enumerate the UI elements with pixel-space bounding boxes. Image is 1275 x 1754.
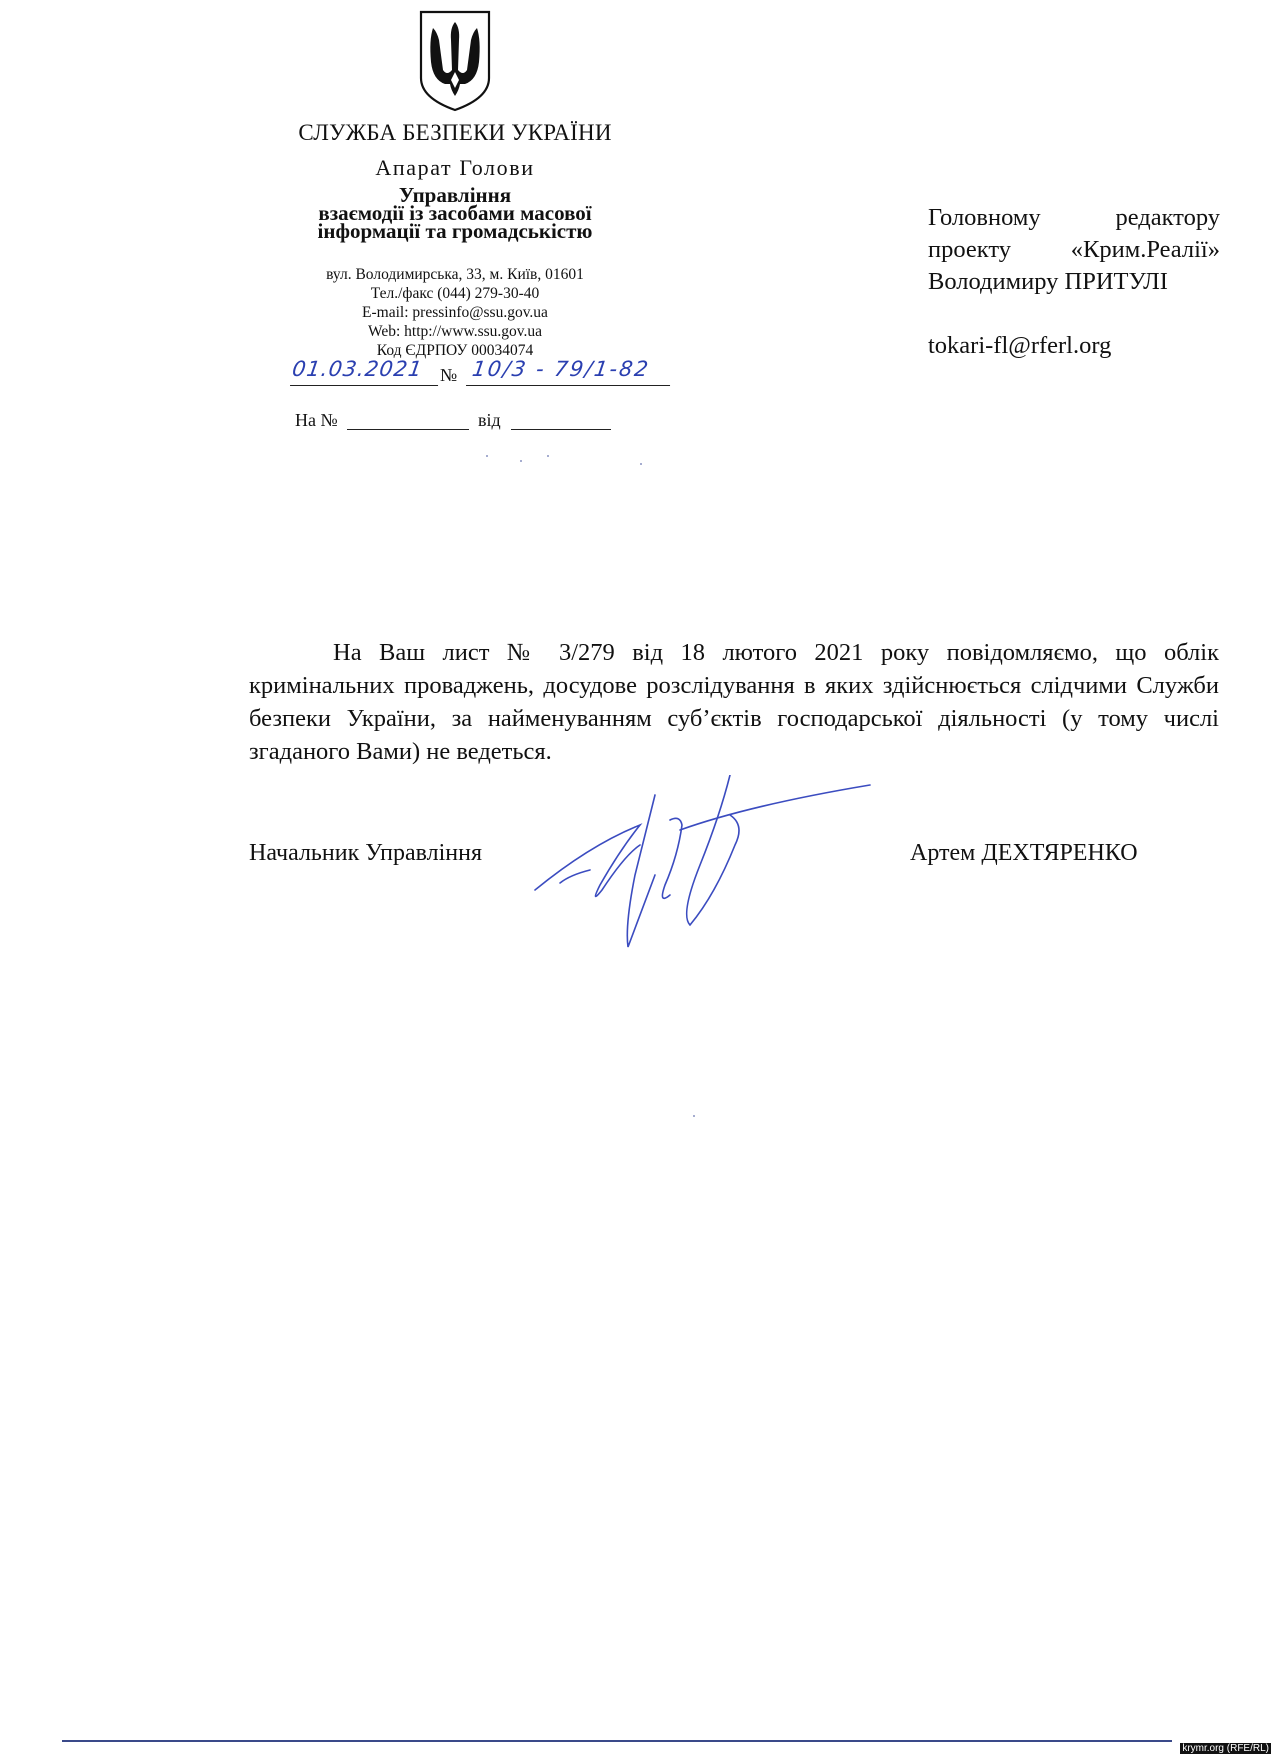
scan-speck xyxy=(486,455,488,457)
scan-speck xyxy=(693,1115,695,1117)
number-label: № xyxy=(440,365,458,385)
reply-blank xyxy=(347,428,469,430)
letter-body: На Ваш лист № 3/279 від 18 лютого 2021 року повідомляємо, що облік кримінальних проваджень, досудове розслідування в яких здійснюється слідчими Служби безпеки України, за найменуванням суб’єктів господарської діяльності (у тому числі згаданого Вами) не ведеться. xyxy=(249,639,1219,765)
from-label: від xyxy=(478,410,501,430)
trident-emblem-icon xyxy=(417,10,493,112)
registration-number: 10/3 - 79/1-82 xyxy=(466,357,674,386)
apparatus-name: Апарат Голови xyxy=(375,155,535,180)
bottom-rule xyxy=(62,1740,1172,1742)
handwritten-signature xyxy=(530,775,880,955)
addressee-block xyxy=(928,202,1220,362)
department-line: Управління xyxy=(398,183,512,207)
addressee-email: tokari-fl@rferl.org xyxy=(928,332,1112,359)
addressee-line: Головному редактору xyxy=(928,204,1220,231)
department-name xyxy=(240,183,670,243)
addressee-line: Володимиру ПРИТУЛІ xyxy=(928,268,1168,295)
registration-date: 01.03.2021 xyxy=(290,357,442,386)
registration-line xyxy=(290,357,672,393)
scan-speck xyxy=(520,460,522,462)
scan-speck xyxy=(547,455,549,457)
email-line: E-mail: pressinfo@ssu.gov.ua xyxy=(362,304,548,321)
addressee-line: проекту «Крим.Реалії» xyxy=(928,236,1220,263)
from-blank xyxy=(511,428,611,430)
web-line: Web: http://www.ssu.gov.ua xyxy=(367,323,543,340)
code-line: Код ЄДРПОУ 00034074 xyxy=(376,342,534,359)
contact-block xyxy=(240,265,670,360)
signatory-title: Начальник Управління xyxy=(249,840,482,866)
phone-line: Тел./факс (044) 279-30-40 xyxy=(370,285,540,302)
address-line: вул. Володимирська, 33, м. Київ, 01601 xyxy=(326,266,584,283)
reply-label: На № xyxy=(295,410,338,430)
org-name: СЛУЖБА БЕЗПЕКИ УКРАЇНИ xyxy=(298,120,612,145)
scan-speck xyxy=(640,463,642,465)
source-watermark: krymr.org (RFE/RL) xyxy=(1182,1743,1269,1754)
department-line: інформації та громадськістю xyxy=(317,219,593,243)
signatory-name: Артем ДЕХТЯРЕНКО xyxy=(910,840,1138,866)
department-line: взаємодії із засобами масової xyxy=(318,201,592,225)
